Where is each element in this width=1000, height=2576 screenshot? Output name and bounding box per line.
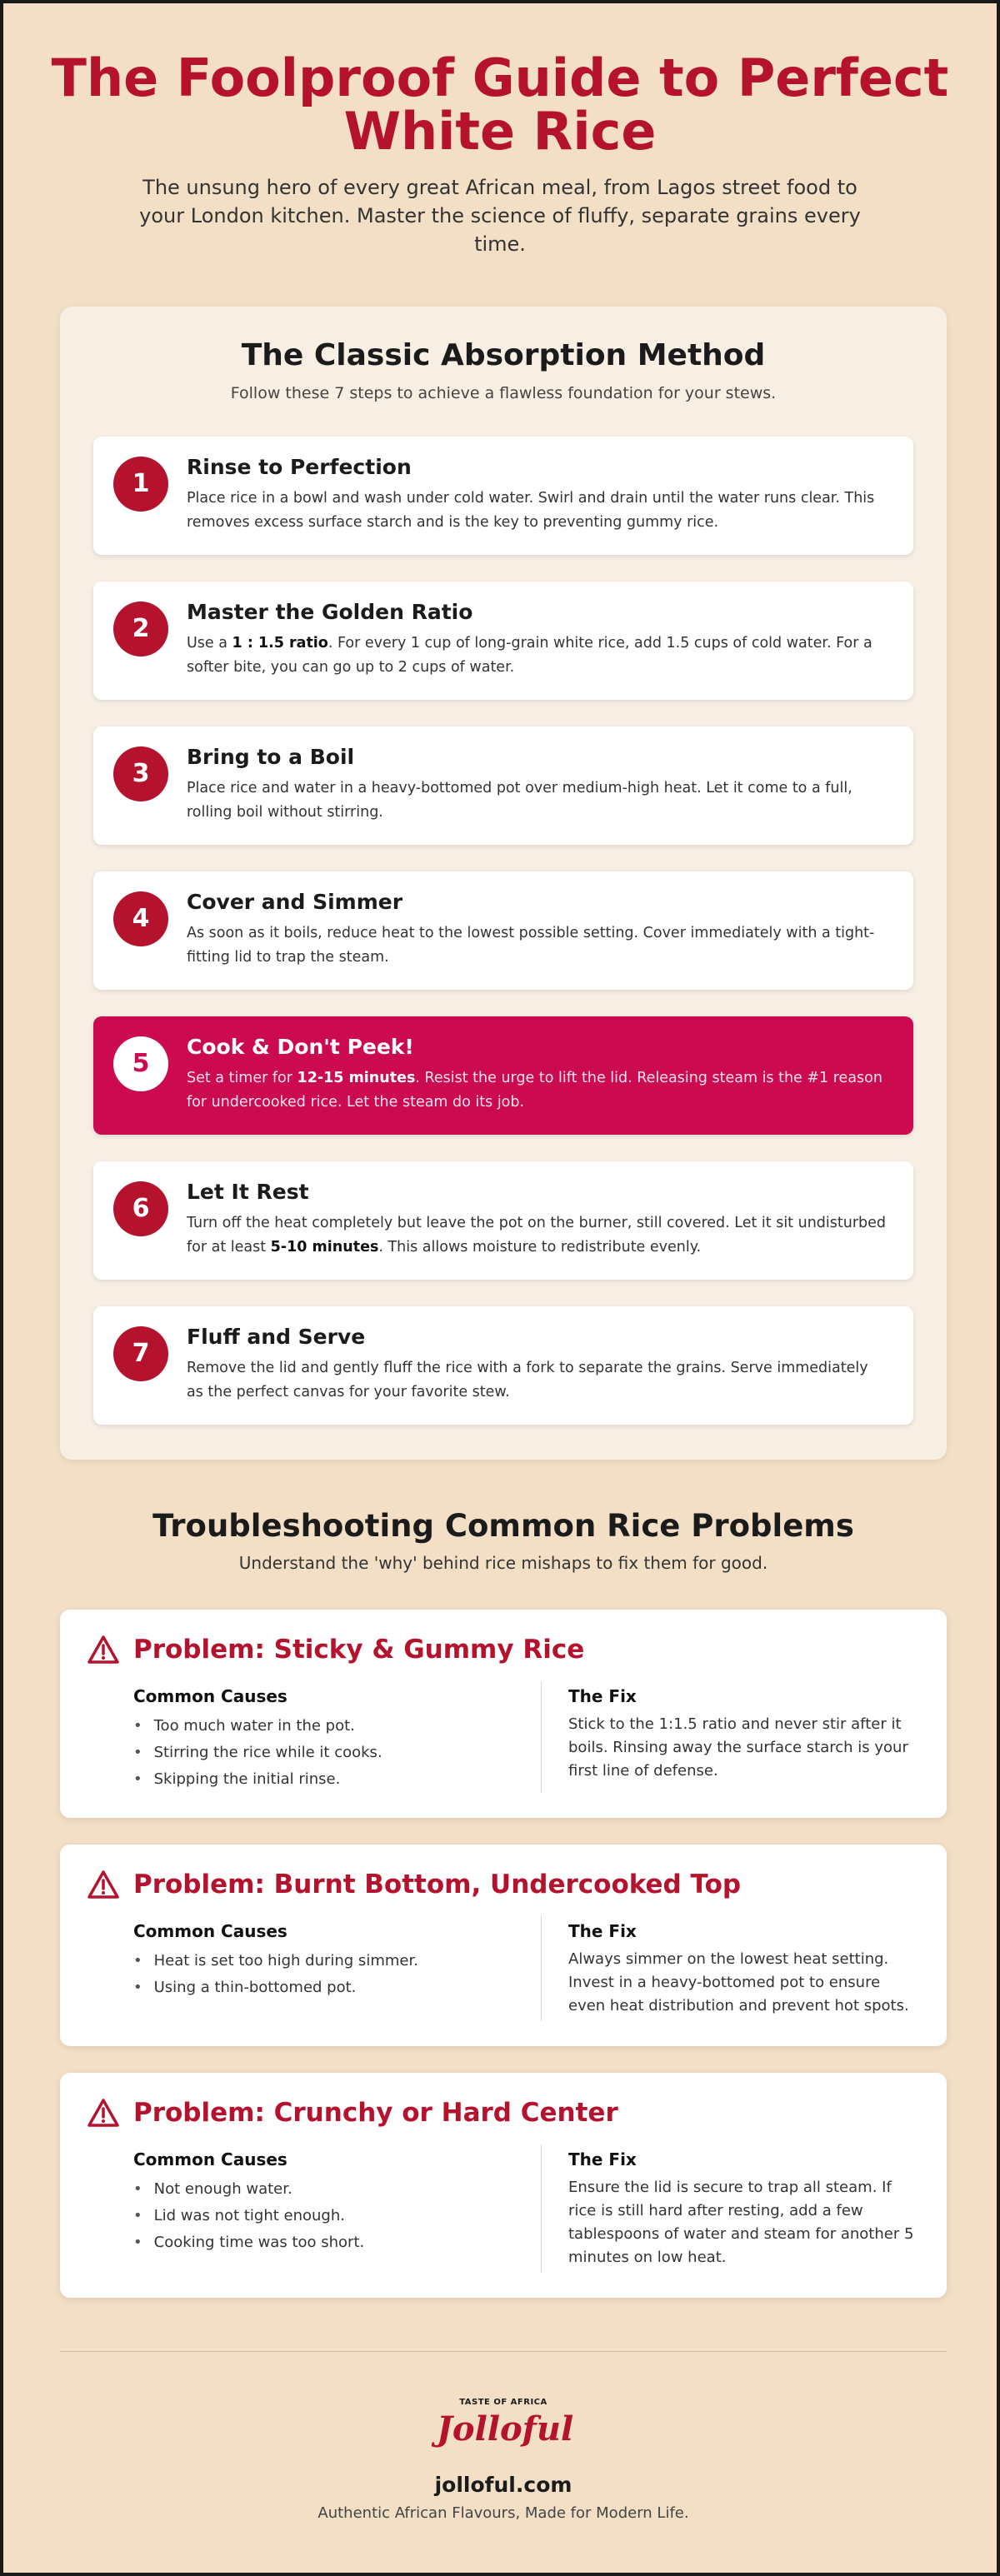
warning-icon [87, 1635, 120, 1665]
step-title: Fluff and Serve [187, 1325, 366, 1349]
step-text: . For every 1 cup of long-grain white rice, add 1.5 cups of cold water. For a softer bite, you can go up to 2 cups of water. [187, 635, 872, 676]
page-subtitle: The unsung hero of every great African meal, from Lagos street food to your London kitchen. Master the science of fluffy, separate grains every time. [139, 176, 861, 256]
step-number-badge: 7 [113, 1326, 168, 1381]
step-number-badge: 2 [113, 602, 168, 656]
cause-item [133, 1766, 382, 1793]
step-title: Cover and Simmer [187, 890, 403, 914]
warning-icon [87, 1870, 120, 1900]
cause-item [133, 1713, 382, 1740]
step-emphasis: 12-15 minutes [297, 1070, 416, 1086]
step-emphasis: 1 : 1.5 ratio [232, 635, 328, 651]
footer-tagline: Authentic African Flavours, Made for Modern Life. [318, 2504, 689, 2522]
step-title: Let It Rest [187, 1180, 309, 1204]
step-description [187, 487, 887, 535]
cause-text: Using a thin-bottomed pot. [153, 1979, 357, 1996]
brand-logo [437, 2398, 574, 2473]
page-title: The Foolproof Guide to Perfect White Rice [51, 47, 949, 162]
step-description [187, 1356, 887, 1405]
step-description [187, 632, 887, 680]
troubleshooting-title: Troubleshooting Common Rice Problems [152, 1508, 854, 1544]
cause-item [133, 1948, 418, 1974]
causes-heading: Common Causes [133, 1921, 288, 1941]
step-text: Set a timer for [187, 1070, 298, 1086]
step-card [93, 726, 913, 845]
fix-heading: The Fix [568, 1686, 637, 1706]
column-divider [541, 1916, 542, 2021]
step-card [93, 871, 913, 990]
problem-card [60, 1845, 947, 2046]
site-url[interactable]: jolloful.com [434, 2473, 572, 2497]
step-description [187, 1066, 887, 1115]
cause-item [133, 1740, 382, 1766]
step-card [93, 1016, 913, 1135]
cause-text: Too much water in the pot. [153, 1717, 355, 1735]
fix-heading: The Fix [568, 1921, 637, 1941]
step-number-badge: 5 [113, 1036, 168, 1091]
column-divider [541, 2144, 542, 2273]
cause-item [133, 2176, 364, 2203]
fix-text: Always simmer on the lowest heat setting. Invest in a heavy-bottomed pot to ensure even heat distribution and prevent hot spots. [568, 1950, 909, 2014]
fix-heading: The Fix [568, 2149, 637, 2169]
troubleshooting-subtitle: Understand the 'why' behind rice mishaps to fix them for good. [238, 1553, 768, 1573]
problem-card [60, 2073, 947, 2298]
footer-divider [60, 2351, 947, 2352]
logo-tagline: TASTE OF AFRICA [459, 2398, 548, 2407]
step-title: Rinse to Perfection [187, 455, 412, 479]
step-title: Master the Golden Ratio [187, 600, 473, 624]
step-number-badge: 4 [113, 891, 168, 946]
problem-title: Problem: Sticky & Gummy Rice [133, 1635, 585, 1665]
step-text: Remove the lid and gently fluff the rice with a fork to separate the grains. Serve immediately as the perfect canvas for your favorite stew. [187, 1360, 868, 1400]
step-text: As soon as it boils, reduce heat to the lowest possible setting. Cover immediately with a tight-fitting lid to trap the steam. [187, 925, 875, 966]
step-text: . This allows moisture to redistribute evenly. [378, 1239, 702, 1256]
step-card [93, 582, 913, 700]
cause-item [133, 2229, 364, 2256]
step-description [187, 921, 887, 970]
step-emphasis: 5-10 minutes [270, 1239, 379, 1256]
causes-list [133, 1948, 418, 2001]
cause-text: Not enough water. [153, 2180, 292, 2198]
warning-icon [87, 2098, 120, 2128]
problem-title: Problem: Crunchy or Hard Center [133, 2098, 618, 2128]
method-title: The Classic Absorption Method [241, 338, 766, 372]
step-description [187, 1211, 887, 1260]
cause-text: Lid was not tight enough. [153, 2207, 345, 2224]
causes-heading: Common Causes [133, 2149, 288, 2169]
step-card [93, 437, 913, 555]
header [3, 3, 997, 258]
logo-wordmark: Jolloful [437, 2409, 574, 2449]
causes-heading: Common Causes [133, 1686, 288, 1706]
step-title: Cook & Don't Peek! [187, 1035, 414, 1059]
fix-text: Stick to the 1:1.5 ratio and never stir after it boils. Rinsing away the surface starch is your first line of defense. [568, 1715, 908, 1780]
method-card [60, 307, 947, 1460]
problem-title: Problem: Burnt Bottom, Undercooked Top [133, 1870, 742, 1900]
step-card [93, 1161, 913, 1280]
cause-item [133, 2203, 364, 2229]
causes-list [133, 1713, 382, 1793]
step-description [187, 776, 887, 825]
step-text: . Resist the urge to lift the lid. Releasing steam is the #1 reason for undercooked rice. Let the steam do its job. [187, 1070, 882, 1111]
step-text: Place rice in a bowl and wash under cold water. Swirl and drain until the water runs clear. This removes excess surface starch and is the key to preventing gummy rice. [187, 490, 875, 531]
method-subtitle: Follow these 7 steps to achieve a flawless foundation for your stews. [230, 384, 777, 402]
steps-list [93, 437, 913, 1451]
cause-text: Cooking time was too short. [153, 2234, 365, 2251]
step-card [93, 1306, 913, 1425]
cause-text: Stirring the rice while it cooks. [153, 1744, 382, 1761]
cause-item [133, 1974, 418, 2001]
step-text: Place rice and water in a heavy-bottomed pot over medium-high heat. Let it come to a full, rolling boil without stirring. [187, 780, 852, 821]
causes-list [133, 2176, 364, 2256]
problem-card [60, 1610, 947, 1818]
fix-text: Ensure the lid is secure to trap all steam. If rice is still hard after resting, add a few tablespoons of water and steam for another 5 minutes on low heat. [568, 2179, 914, 2266]
column-divider [541, 1681, 542, 1793]
step-number-badge: 3 [113, 746, 168, 801]
cause-text: Skipping the initial rinse. [153, 1770, 341, 1788]
step-text: Turn off the heat completely but leave the pot on the burner, still covered. Let it sit undisturbed for at least [187, 1215, 887, 1256]
step-text: Use a [187, 635, 232, 651]
step-number-badge: 6 [113, 1181, 168, 1236]
step-number-badge: 1 [113, 457, 168, 512]
cause-text: Heat is set too high during simmer. [153, 1952, 418, 1969]
step-title: Bring to a Boil [187, 745, 355, 769]
